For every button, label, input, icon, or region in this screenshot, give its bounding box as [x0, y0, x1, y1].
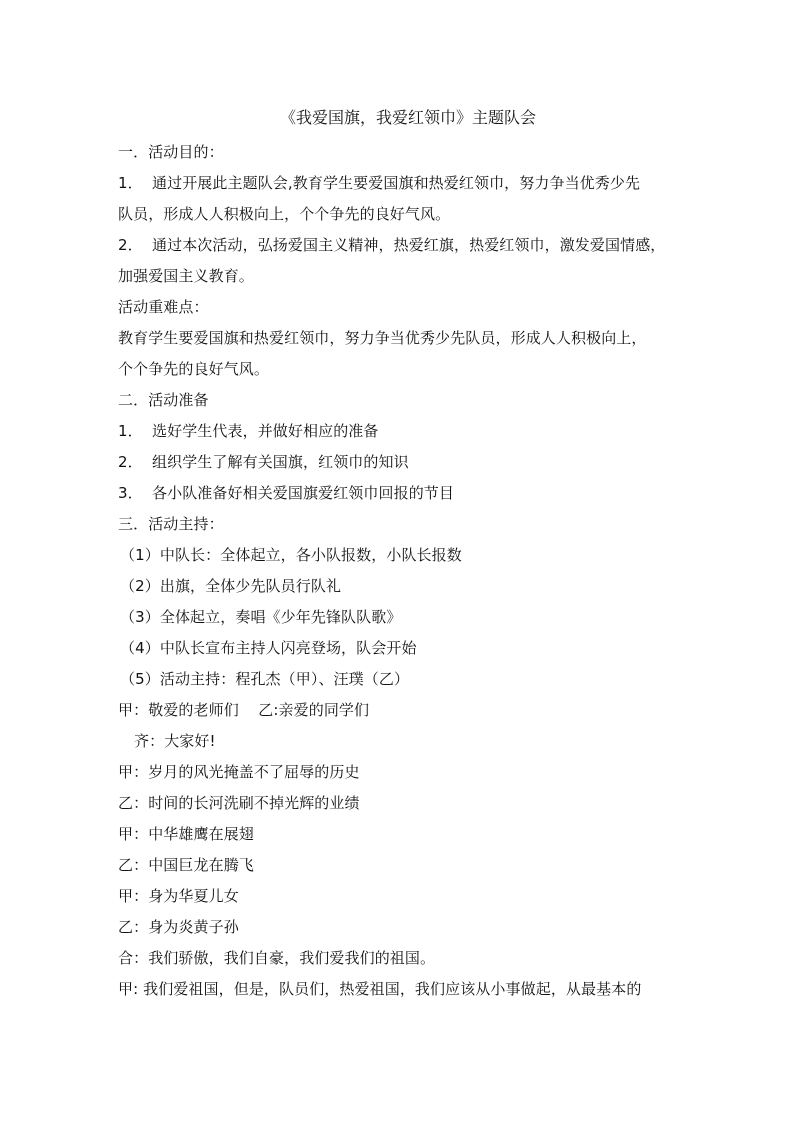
key-points-line2: 个个争先的良好气风。: [118, 360, 270, 378]
document-title: 《我爱国旗，我爱红领巾》主题队会: [279, 108, 536, 127]
dialogue-line-9: 合：我们骄傲，我们自豪，我们爱我们的祖国。: [118, 949, 436, 967]
dialogue-line-5: 甲：中华雄鹰在展翅: [118, 825, 254, 843]
host-item-5: （5）活动主持：程孔杰（甲）、汪璞（乙）: [120, 670, 410, 688]
prep-item-1-text: 选好学生代表，并做好相应的准备: [152, 422, 379, 440]
key-points-line1: 教育学生要爱国旗和热爱红领巾，努力争当优秀少先队员，形成人人积极向上，: [118, 329, 647, 347]
dialogue-line-10: 甲: 我们爱祖国，但是，队员们，热爱祖国，我们应该从小事做起，从最基本的: [118, 980, 642, 998]
dialogue-line-6: 乙：中国巨龙在腾飞: [118, 856, 254, 874]
host-item-4: （4）中队长宣布主持人闪亮登场，队会开始: [120, 639, 417, 657]
dialogue-line-4: 乙：时间的长河洗刷不掉光辉的业绩: [118, 794, 360, 812]
prep-item-3: [118, 478, 678, 509]
goal-item-2-line1: [118, 230, 678, 261]
goal-item-2: [118, 230, 678, 292]
host-item-2: （2）出旗，全体少先队员行队礼: [120, 577, 342, 595]
prep-item-2-number: 2．: [118, 453, 143, 471]
prep-item-3-text: 各小队准备好相关爱国旗爱红领巾回报的节目: [152, 484, 455, 502]
key-points-paragraph: [118, 323, 678, 385]
prep-item-3-number: 3．: [118, 484, 143, 502]
dialogue-line-7: 甲：身为华夏儿女: [118, 887, 239, 905]
dialogue-line-8: 乙：身为炎黄子孙: [118, 918, 239, 936]
host-item-3: （3）全体起立，奏唱《少年先锋队队歌》: [120, 608, 402, 626]
host-item-1: （1）中队长：全体起立，各小队报数，小队长报数: [120, 546, 462, 564]
section-heading-goal: 一．活动目的：: [118, 143, 224, 161]
goal-item-1: [118, 168, 678, 230]
dialogue-line-2: 齐：大家好!: [134, 732, 216, 750]
goal-item-1-number: 1．: [118, 174, 143, 192]
prep-item-1-number: 1．: [118, 422, 143, 440]
prep-item-1: [118, 416, 678, 447]
goal-item-1-text: 通过开展此主题队会,教育学生要爱国旗和热爱红领巾，努力争当优秀少先: [152, 174, 641, 192]
dialogue-line-3: 甲：岁月的风光掩盖不了屈辱的历史: [118, 763, 360, 781]
document-page: [118, 106, 678, 1005]
prep-item-2-text: 组织学生了解有关国旗，红领巾的知识: [152, 453, 409, 471]
section-heading-host: 三．活动主持：: [118, 515, 224, 533]
prep-item-2: [118, 447, 678, 478]
section-heading-prep: 二．活动准备: [118, 391, 209, 409]
dialogue-line-1: 甲：敬爱的老师们 乙:亲爱的同学们: [118, 701, 370, 719]
section-heading-key-points: 活动重难点：: [118, 298, 209, 316]
goal-item-1-line1: [118, 168, 678, 199]
goal-item-2-line2: 加强爱国主义教育。: [118, 267, 254, 285]
goal-item-1-line2: 队员，形成人人积极向上，个个争先的良好气风。: [118, 205, 451, 223]
goal-item-2-text: 通过本次活动，弘扬爱国主义精神，热爱红旗，热爱红领巾，激发爱国情感，: [152, 236, 666, 254]
goal-item-2-number: 2．: [118, 236, 143, 254]
